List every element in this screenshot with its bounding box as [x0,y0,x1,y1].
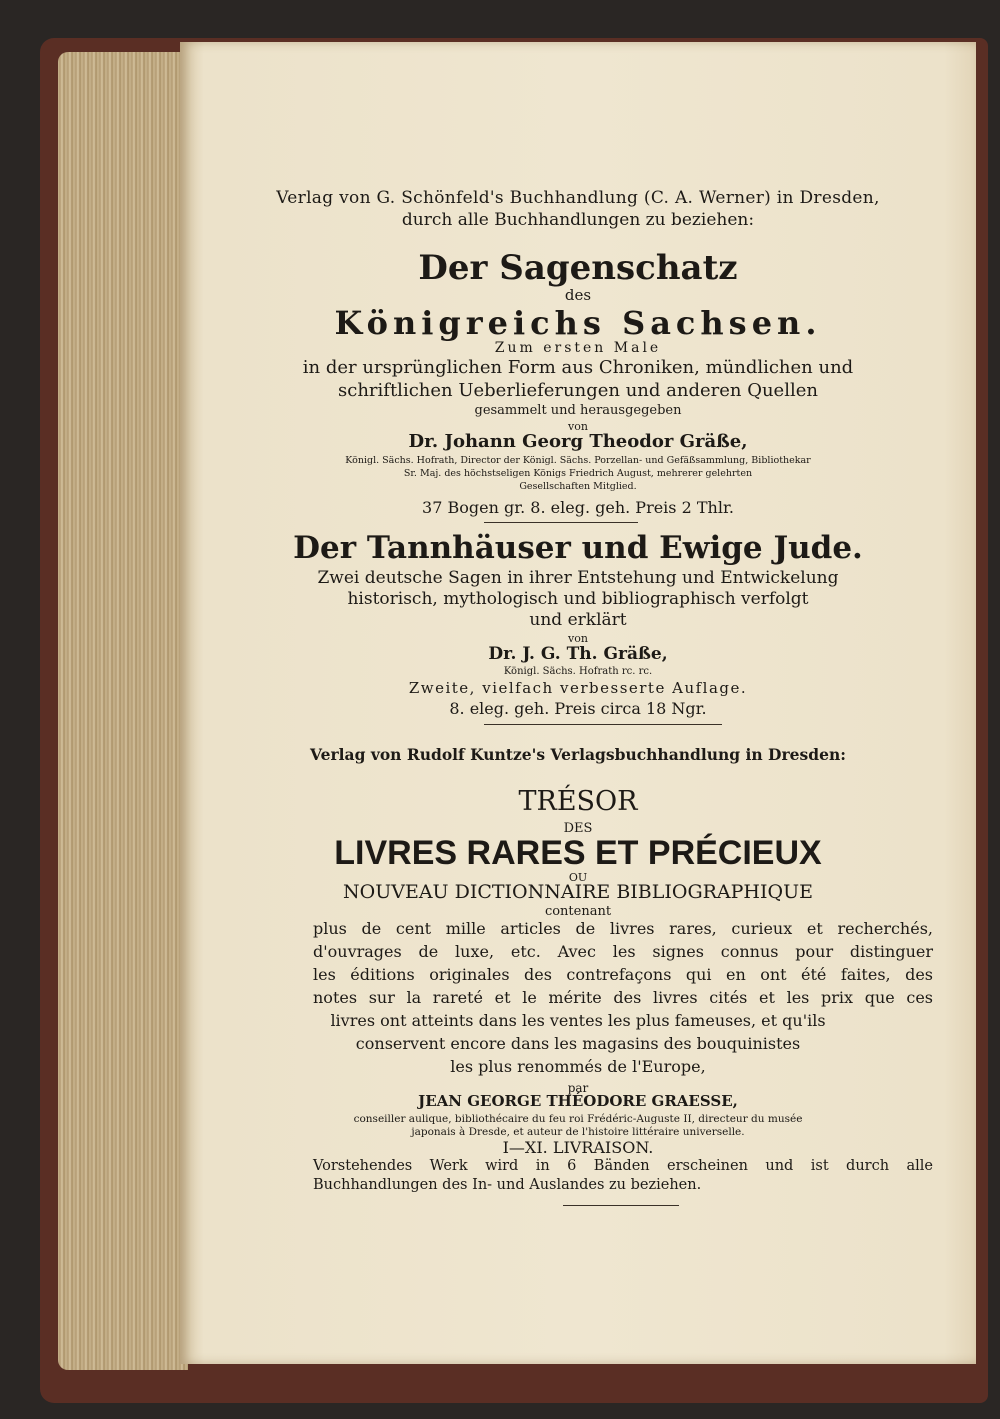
divider [484,724,722,725]
book3-description-line: d'ouvrages de luxe, etc. Avec les signes connus pour distinguer [313,942,933,961]
publisher-subline: durch alle Buchhandlungen zu beziehen: [401,210,755,230]
book1-affiliation: Sr. Maj. des höchstseligen Königs Friedrich August, mehrerer gelehrten [403,468,753,479]
book2-subtitle: Zwei deutsche Sagen in ihrer Entstehung und Entwickelung [317,568,839,588]
book3-title: TRÉSOR [518,786,638,817]
book3-subtitle: NOUVEAU DICTIONNAIRE BIBLIOGRAPHIQUE [343,881,813,903]
book3-title-main: LIVRES RARES ET PRÉCIEUX [334,834,822,872]
book1-title-des: des [564,286,592,304]
book1-affiliation: Gesellschaften Mitglied. [519,481,637,492]
book2-title: Der Tannhäuser und Ewige Jude. [293,530,863,566]
book3-note: Vorstehendes Werk wird in 6 Bänden erscheinen und ist durch alle [313,1158,933,1174]
book1-subtitle: Zum ersten Male [494,340,662,356]
book3-title-ou: OU [568,871,588,884]
book3-author: JEAN GEORGE THÉODORE GRAESSE, [418,1092,738,1110]
book2-subtitle: historisch, mythologisch und bibliographisch verfolgt [347,589,809,609]
book2-author: Dr. J. G. Th. Gräße, [488,644,668,664]
book1-affiliation: Königl. Sächs. Hofrath, Director der Königl. Sächs. Porzellan- und Gefäßsammlung, Bibliothekar [345,455,811,466]
book3-description-line: notes sur la rareté et le mérite des livres cités et les prix que ces [313,988,933,1007]
book1-title: Der Sagenschatz [418,248,738,288]
book3-title-des: DES [563,821,593,836]
book1-subtitle: schriftlichen Ueberlieferungen und anderen Quellen [338,380,818,401]
book2-by: von [568,632,588,645]
publisher-line: Verlag von G. Schönfeld's Buchhandlung (C. A. Werner) in Dresden, [276,188,880,208]
divider [484,522,638,523]
book1-subtitle: in der ursprünglichen Form aus Chroniken, mündlichen und [302,357,854,378]
book1-title-main: Königreichs Sachsen. [334,304,822,342]
book3-livraison: I—XI. LIVRAISON. [502,1138,654,1157]
book3-description-line: les éditions originales des contrefaçons qui en ont été faites, des [313,965,933,984]
book1-author: Dr. Johann Georg Theodor Gräße, [408,431,748,452]
book3-contenant: contenant [544,904,612,919]
divider [563,1205,679,1206]
page-edges [58,52,188,1370]
book3-affiliation: japonais à Dresde, et auteur de l'histoire littéraire universelle. [411,1126,745,1138]
book1-subtitle: gesammelt und herausgegeben [474,403,682,418]
advertisement-content [180,42,976,1364]
book3-description-line: conservent encore dans les magasins des bouquinistes [355,1034,801,1053]
book3-description-line: plus de cent mille articles de livres rares, curieux et recherchés, [313,919,933,938]
book2-edition: Zweite, vielfach verbesserte Auflage. [408,679,748,697]
book3-affiliation: conseiller aulique, bibliothécaire du feu roi Frédéric-Auguste II, directeur du musée [353,1113,803,1125]
book3-note: Buchhandlungen des In- und Auslandes zu beziehen. [313,1177,702,1193]
book-page [180,42,976,1364]
book2-price: 8. eleg. geh. Preis circa 18 Ngr. [449,699,707,718]
book3-par: par [567,1081,589,1095]
book3-description-line: les plus renommés de l'Europe, [450,1057,706,1076]
publisher2-line: Verlag von Rudolf Kuntze's Verlagsbuchhandlung in Dresden: [310,745,846,764]
book2-subtitle: und erklärt [529,610,627,630]
book2-affiliation: Königl. Sächs. Hofrath rc. rc. [503,666,653,677]
book3-description-line: livres ont atteints dans les ventes les plus fameuses, et qu'ils [330,1011,826,1030]
book1-by: von [568,420,588,433]
book1-price: 37 Bogen gr. 8. eleg. geh. Preis 2 Thlr. [422,498,734,517]
